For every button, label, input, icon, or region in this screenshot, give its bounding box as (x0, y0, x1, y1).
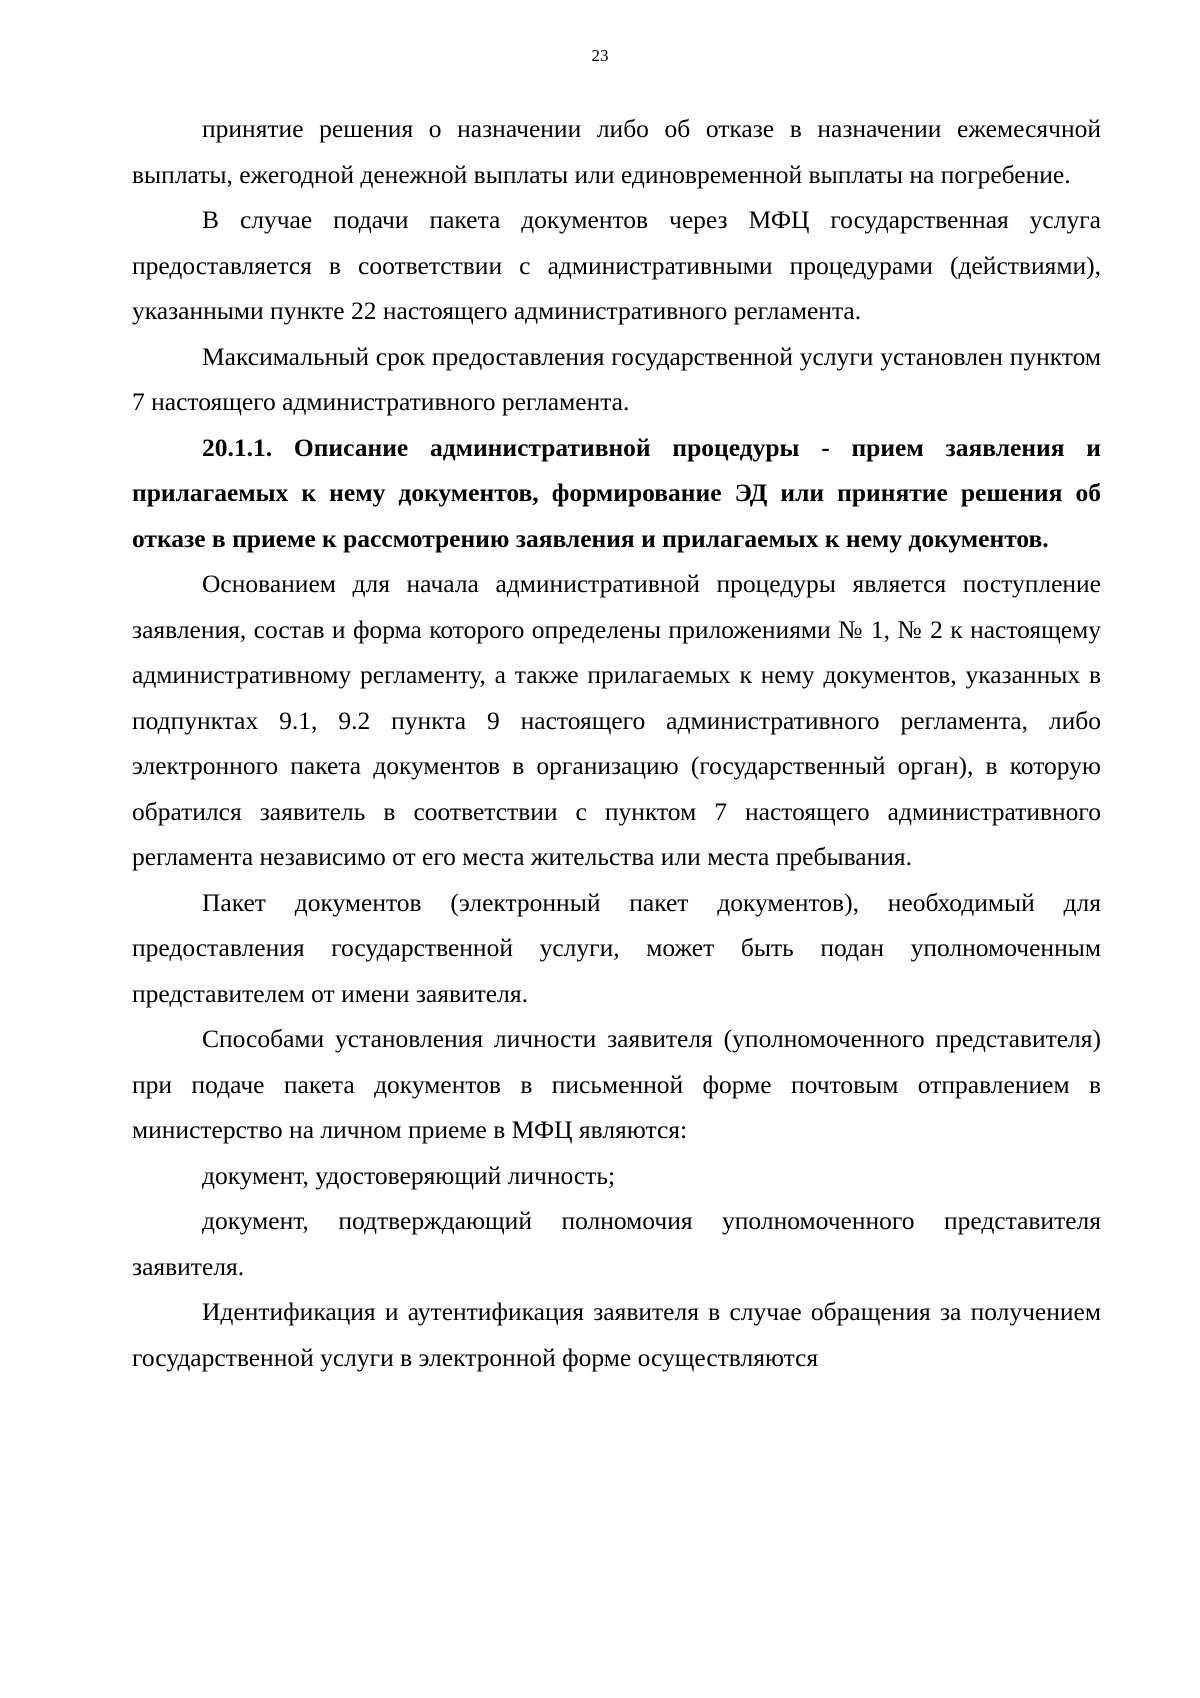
paragraph-decision: принятие решения о назначении либо об отказе в назначении ежемесячной выплаты, ежегодной денежной выплаты или единовременной выплаты на погребение. (132, 114, 1101, 189)
paragraph-representative: Пакет документов (электронный пакет документов), необходимый для предоставления государственной услуги, может быть подан уполномоченным представителем от имени заявителя. (132, 887, 1101, 1008)
document-body (132, 106, 1101, 1380)
paragraph-mfc-submission: В случае подачи пакета документов через МФЦ государственная услуга предоставляется в соответствии с административными процедурами (действиями), указанными пункте 22 настоящего административного регламента. (132, 205, 1101, 325)
paragraph-identity-methods: Способами установления личности заявителя (уполномоченного представителя) при подаче пакета документов в письменной форме почтовым отправлением в министерство на личном приеме в МФЦ являются: (132, 1024, 1101, 1144)
paragraph-basis: Основанием для начала административной процедуры является поступление заявления, состав и форма которого определены приложениями № 1, № 2 к настоящему административному регламенту, а также прилагаемых к нему документов, указанных в подпунктах 9.1, 9.2 пункта 9 настоящего административного регламента, либо электронного пакета документов в организацию (государственный орган), в которую обратился заявитель в соответствии с пунктом 7 настоящего административного регламента независимо от его места жительства или места пребывания. (132, 569, 1101, 871)
paragraph-identification: Идентификация и аутентификация заявителя в случае обращения за получением государственной услуги в электронной форме осуществляются (132, 1297, 1101, 1372)
list-item-identity-document: документ, удостоверяющий личность; (202, 1160, 616, 1190)
paragraph-max-term: Максимальный срок предоставления государственной услуги установлен пунктом 7 настоящего административного регламента. (132, 341, 1101, 416)
page-number: 23 (591, 46, 609, 65)
list-item-authority-document: документ, подтверждающий полномочия уполномоченного представителя заявителя. (132, 1206, 1101, 1281)
section-heading-20-1-1: 20.1.1. Описание административной процедуры - прием заявления и прилагаемых к нему документов, формирование ЭД или принятие решения об отказе в приеме к рассмотрению заявления и прилагаемых к нему документов. (132, 432, 1101, 553)
